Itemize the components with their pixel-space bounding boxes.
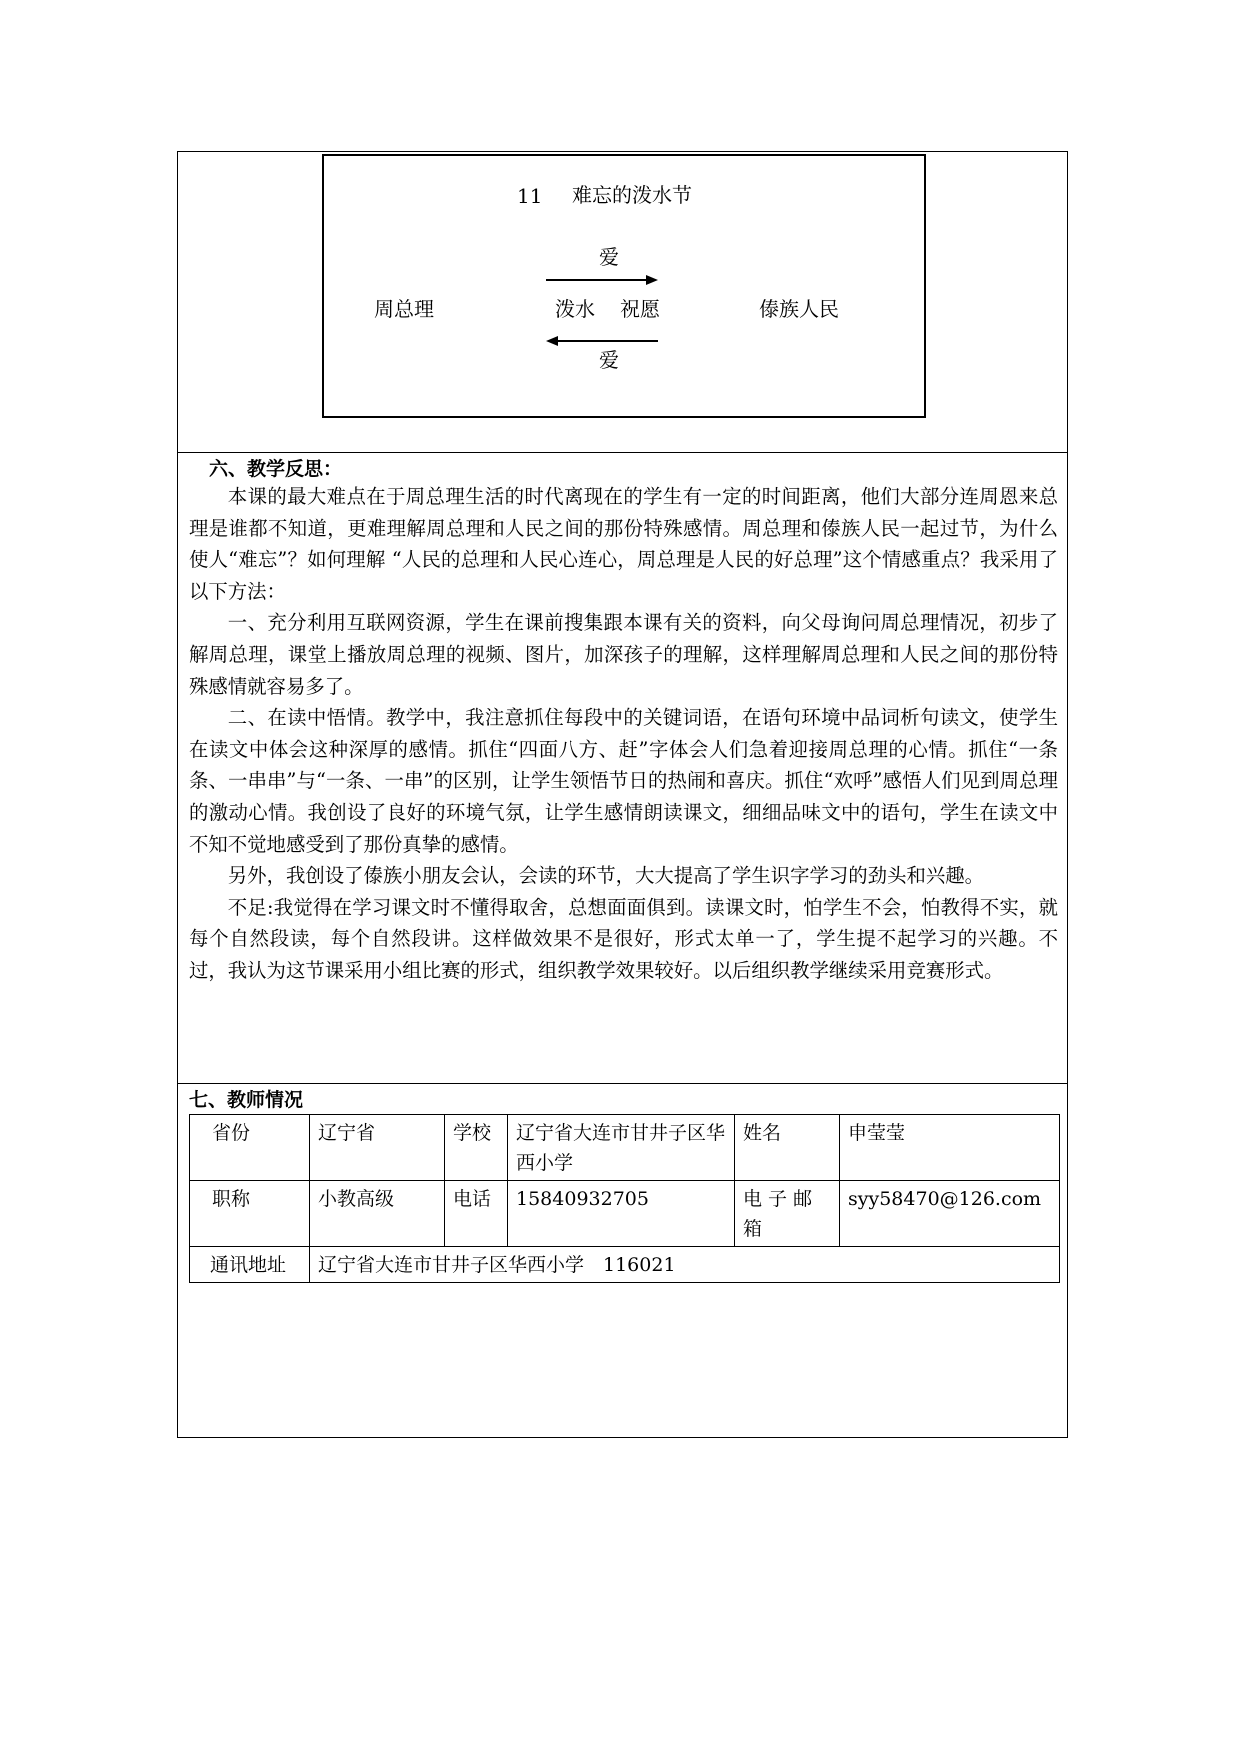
- diagram-title-number: 11: [517, 184, 543, 208]
- board-design-diagram: [322, 154, 926, 418]
- name-label: 姓名: [735, 1115, 840, 1181]
- diagram-bottom-arrow-label: 爱: [599, 348, 619, 372]
- reflection-body: [189, 481, 1058, 987]
- teacher-heading: 七、教师情况: [189, 1089, 304, 1111]
- section-divider: [178, 452, 1067, 453]
- right-arrow-head: [646, 275, 658, 285]
- reflection-paragraph: 另外，我创设了傣族小朋友会认，会读的环节，大大提高了学生识字学习的劲头和兴趣。: [227, 864, 985, 888]
- diagram-left-label: 周总理: [374, 297, 434, 321]
- diagram-center-left: 泼水: [555, 297, 595, 321]
- reflection-heading: 六、教学反思：: [209, 458, 343, 480]
- reflection-paragraph: 不足:我觉得在学习课文时不懂得取舍，总想面面俱到。读课文时，怕学生不会，怕教得不实，就每个自然段读，每个自然段讲。这样做效果不是很好，形式太单一了，学生提不起学习的兴趣。不过，我认为这节课采用小组比赛的形式，组织教学效果较好。以后组织教学继续采用竞赛形式。: [189, 895, 1058, 982]
- name-value: 申莹莹: [840, 1115, 1060, 1181]
- email-label: 电 子 邮 箱: [735, 1181, 840, 1247]
- lesson-plan-table: [177, 151, 1068, 1438]
- province-value: 辽宁省: [310, 1115, 445, 1181]
- left-arrow-head: [546, 336, 558, 346]
- address-label: 通讯地址: [190, 1247, 310, 1283]
- diagram-center-right: 祝愿: [620, 297, 660, 321]
- province-label: 省份: [190, 1115, 310, 1181]
- diagram-right-label: 傣族人民: [759, 297, 839, 321]
- reflection-paragraph: 一、充分利用互联网资源，学生在课前搜集跟本课有关的资料，向父母询问周总理情况，初步了解周总理，课堂上播放周总理的视频、图片，加深孩子的理解，这样理解周总理和人民之间的那份特殊感情就容易多了。: [189, 611, 1058, 698]
- address-value: 辽宁省大连市甘井子区华西小学 116021: [310, 1247, 1060, 1283]
- teacher-info-table: [189, 1114, 1060, 1283]
- title-label: 职称: [190, 1181, 310, 1247]
- reflection-paragraph: 二、在读中悟情。教学中，我注意抓住每段中的关键词语，在语句环境中品词析句读文，使学生在读文中体会这种深厚的感情。抓住“四面八方、赶”字体会人们急着迎接周总理的心情。抓住“一条条、一串串”与“一条、一串”的区别，让学生领悟节日的热闹和喜庆。抓住“欢呼”感悟人们见到周总理的激动心情。我创设了良好的环境气氛，让学生感情朗读课文，细细品味文中的语句，学生在读文中不知不觉地感受到了那份真挚的感情。: [189, 706, 1058, 856]
- school-label: 学校: [445, 1115, 508, 1181]
- diagram-top-arrow-label: 爱: [599, 245, 619, 269]
- title-value: 小教高级: [310, 1181, 445, 1247]
- table-row: [190, 1181, 1060, 1247]
- table-row: [190, 1247, 1060, 1283]
- reflection-paragraph: 本课的最大难点在于周总理生活的时代离现在的学生有一定的时间距离，他们大部分连周恩来总理是谁都不知道，更难理解周总理和人民之间的那份特殊感情。周总理和傣族人民一起过节，为什么使人“难忘”？如何理解 “人民的总理和人民心连心，周总理是人民的好总理”这个情感重点？我采用了以下方法：: [189, 485, 1058, 603]
- section-divider: [178, 1083, 1067, 1084]
- table-row: [190, 1115, 1060, 1181]
- school-value: 辽宁省大连市甘井子区华西小学: [508, 1115, 735, 1181]
- phone-label: 电话: [445, 1181, 508, 1247]
- diagram-arrows: [324, 156, 924, 416]
- email-value: syy58470@126.com: [840, 1181, 1060, 1247]
- phone-value: 15840932705: [508, 1181, 735, 1247]
- diagram-title: 难忘的泼水节: [572, 183, 692, 207]
